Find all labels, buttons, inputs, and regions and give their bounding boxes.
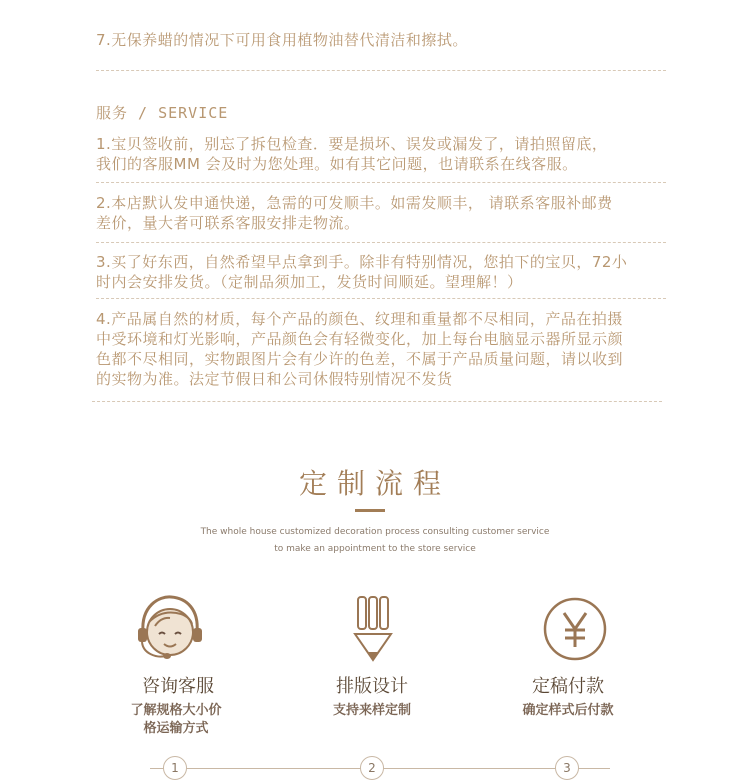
step-2-desc: 支持来样定制 [332,703,411,718]
customer-service-icon [135,592,205,664]
divider [96,182,666,183]
step-1-name: 咨询客服 [142,676,214,697]
divider [96,70,666,71]
yen-coin-icon [542,596,608,662]
pencil-design-icon [350,594,396,664]
step-3-desc: 确定样式后付款 [522,703,614,718]
process-subtitle-2: to make an appointment to the store service [274,544,476,554]
step-3-number: 3 [555,756,579,780]
care-item-7: 7.无保养蜡的情况下可用食用植物油替代清洁和擦拭。 [96,31,468,49]
step-3-name: 定稿付款 [532,676,604,697]
process-title: 定制流程 [298,467,451,500]
service-heading: 服务 / SERVICE [96,104,229,122]
step-2-name: 排版设计 [336,676,408,697]
step-2-number: 2 [360,756,384,780]
divider [92,401,662,402]
divider [96,298,666,299]
divider [96,242,666,243]
service-item-3: 3.买了好东西，自然希望早点拿到手。除非有特别情况，您拍下的宝贝，72小 时内会安排发货。（定制品须加工，发货时间顺延。望理解！） [96,253,628,291]
process-subtitle-1: The whole house customized decoration process consulting customer service [200,527,550,537]
title-underline [355,509,385,512]
step-1-desc: 了解规格大小价 格运输方式 [130,703,222,736]
service-item-4: 4.产品属自然的材质，每个产品的颜色、纹理和重量都不尽相同，产品在拍摄 中受环境和灯光影响，产品颜色会有轻微变化，加上每台电脑显示器所显示颜 色都不尽相同，实物跟图片会有少许的色差，不属于产品质量问题，请以收到 的实物为准。法定节假日和公司休假特别情况不发货 [96,310,624,388]
step-1-number: 1 [163,756,187,780]
service-item-1: 1.宝贝签收前，别忘了拆包检查．要是损坏、误发或漏发了，请拍照留底， 我们的客服MM 会及时为您处理。如有其它问题，也请联系在线客服。 [96,135,608,173]
service-item-2: 2.本店默认发申通快递，急需的可发顺丰。如需发顺丰， 请联系客服补邮费 差价，量大者可联系客服安排走物流。 [96,194,613,232]
